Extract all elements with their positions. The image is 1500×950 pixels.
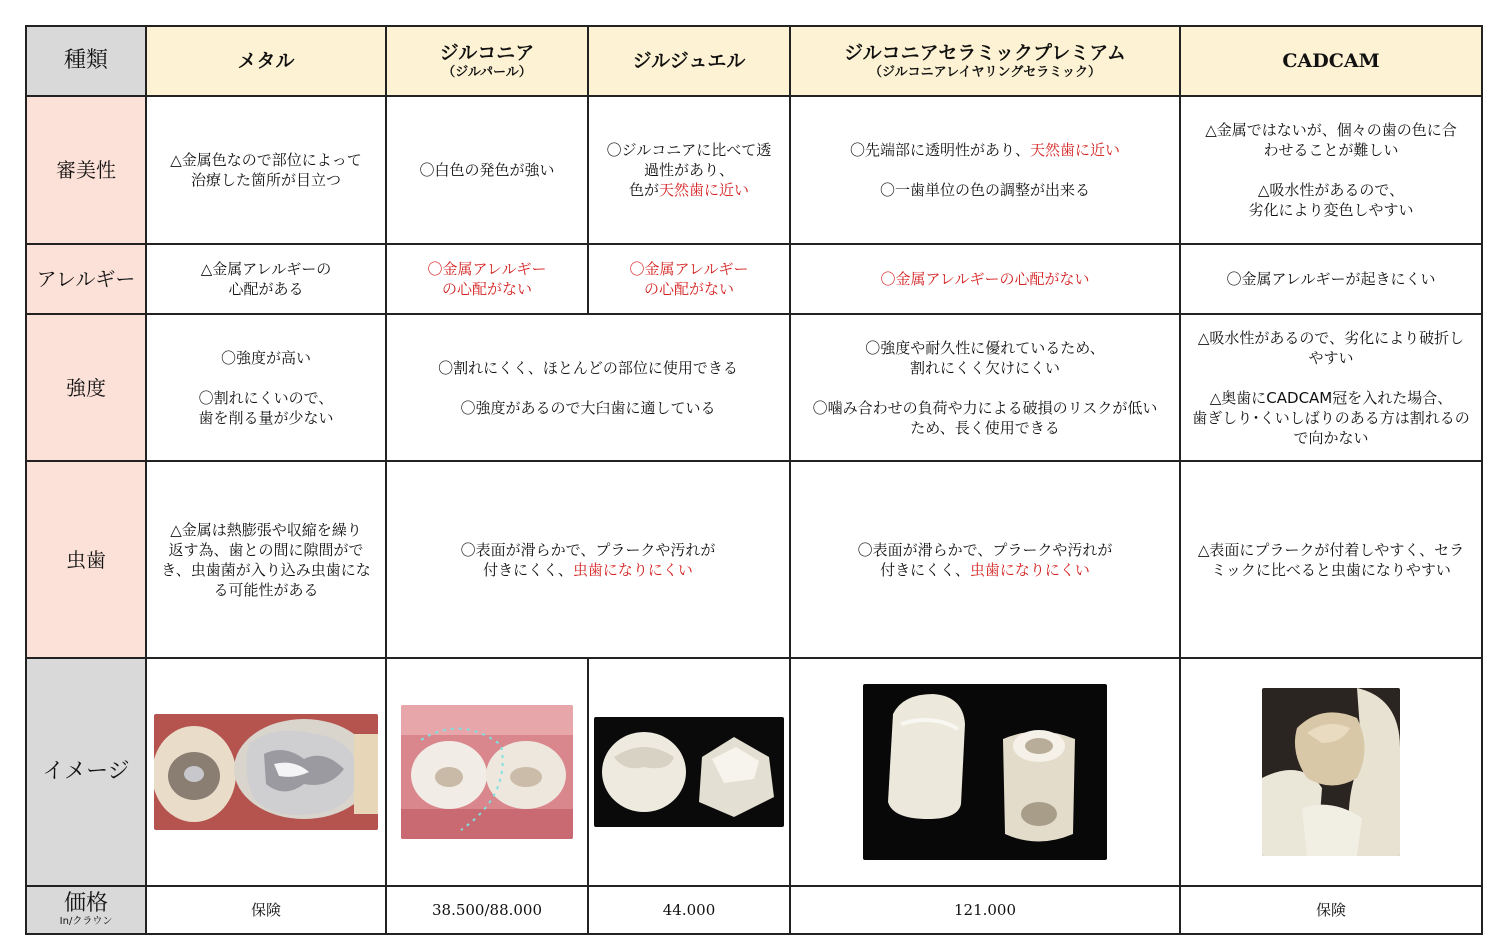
cell-caries-cadcam: △表面にプラークが付着しやすく、セラ ミックに比べると虫歯になりやすい [1180,461,1482,658]
cell-image-premium [790,658,1180,886]
cell-price-cadcam: 保険 [1180,886,1482,934]
col-header-cadcam: CADCAM [1180,26,1482,96]
row-allergy [26,244,1482,314]
row-strength [26,314,1482,461]
cell-allergy-ziljewel: 〇金属アレルギー の心配がない [588,244,790,314]
cell-aesthetics-zirconia: 〇白色の発色が強い [386,96,588,244]
cell-aesthetics-premium: 〇先端部に透明性があり、天然歯に近い 〇一歯単位の色の調整が出来る [790,96,1180,244]
row-label-images: イメージ [26,658,146,886]
row-aesthetics [26,96,1482,244]
cell-image-zirconia [386,658,588,886]
cell-aesthetics-metal: △金属色なので部位によって 治療した箇所が目立つ [146,96,386,244]
premium-crown-photo [863,684,1107,860]
col-subheader-zirconia: （ジルパール） [442,65,532,80]
cell-image-metal [146,658,386,886]
comparison-table [25,25,1483,935]
cell-aesthetics-ziljewel: 〇ジルコニアに比べて透 過性があり、 色が天然歯に近い [588,96,790,244]
cell-aesthetics-cadcam: △金属ではないが、個々の歯の色に合 わせることが難しい △吸水性があるので、 劣化により変色しやすい [1180,96,1482,244]
price-unit: In/クラウン [59,916,113,927]
row-price [26,886,1482,934]
row-caries [26,461,1482,658]
col-header-ziljewel: ジルジュエル [588,26,790,96]
cell-price-metal: 保険 [146,886,386,934]
metal-crown-photo [154,714,378,830]
cell-allergy-zirconia: 〇金属アレルギー の心配がない [386,244,588,314]
cadcam-crown-photo [1262,688,1400,856]
cell-strength-zirconia-ziljewel: 〇割れにくく、ほとんどの部位に使用できる 〇強度があるので大臼歯に適している [386,314,790,461]
cell-price-premium: 121.000 [790,886,1180,934]
col-header-premium: ジルコニアセラミックプレミアム （ジルコニアレイヤリングセラミック） [790,26,1180,96]
cell-strength-metal: 〇強度が高い 〇割れにくいので、 歯を削る量が少ない [146,314,386,461]
category-header: 種類 [26,26,146,96]
cell-strength-cadcam: △吸水性があるので、劣化により破折し やすい △奥歯にCADCAM冠を入れた場合、 歯ぎしり･くいしばりのある方は割れるの で向かない [1180,314,1482,461]
header-row [26,26,1482,96]
cell-caries-premium: 〇表面が滑らかで、プラークや汚れが 付きにくく、虫歯になりにくい [790,461,1180,658]
row-label-strength: 強度 [26,314,146,461]
cell-strength-premium: 〇強度や耐久性に優れているため、 割れにくく欠けにくい 〇噛み合わせの負荷や力による破損のリスクが低い ため、長く使用できる [790,314,1180,461]
cell-price-ziljewel: 44.000 [588,886,790,934]
cell-caries-zirconia-ziljewel: 〇表面が滑らかで、プラークや汚れが 付きにくく、虫歯になりにくい [386,461,790,658]
cell-allergy-metal: △金属アレルギーの 心配がある [146,244,386,314]
cell-allergy-cadcam: 〇金属アレルギーが起きにくい [1180,244,1482,314]
row-label-aesthetics: 審美性 [26,96,146,244]
cell-price-zirconia: 38.500/88.000 [386,886,588,934]
col-subheader-premium: （ジルコニアレイヤリングセラミック） [869,65,1101,80]
cell-allergy-premium: 〇金属アレルギーの心配がない [790,244,1180,314]
cell-image-ziljewel [588,658,790,886]
zirconia-crown-photo [401,705,573,839]
cell-caries-metal: △金属は熱膨張や収縮を繰り 返す為、歯との間に隙間がで き、虫歯菌が入り込み虫歯にな る可能性がある [146,461,386,658]
ziljewel-crown-photo [594,717,784,827]
col-header-metal: メタル [146,26,386,96]
row-label-allergy: アレルギー [26,244,146,314]
row-label-price: 価格 In/クラウン [26,886,146,934]
row-images [26,658,1482,886]
cell-image-cadcam [1180,658,1482,886]
row-label-caries: 虫歯 [26,461,146,658]
col-header-zirconia: ジルコニア （ジルパール） [386,26,588,96]
